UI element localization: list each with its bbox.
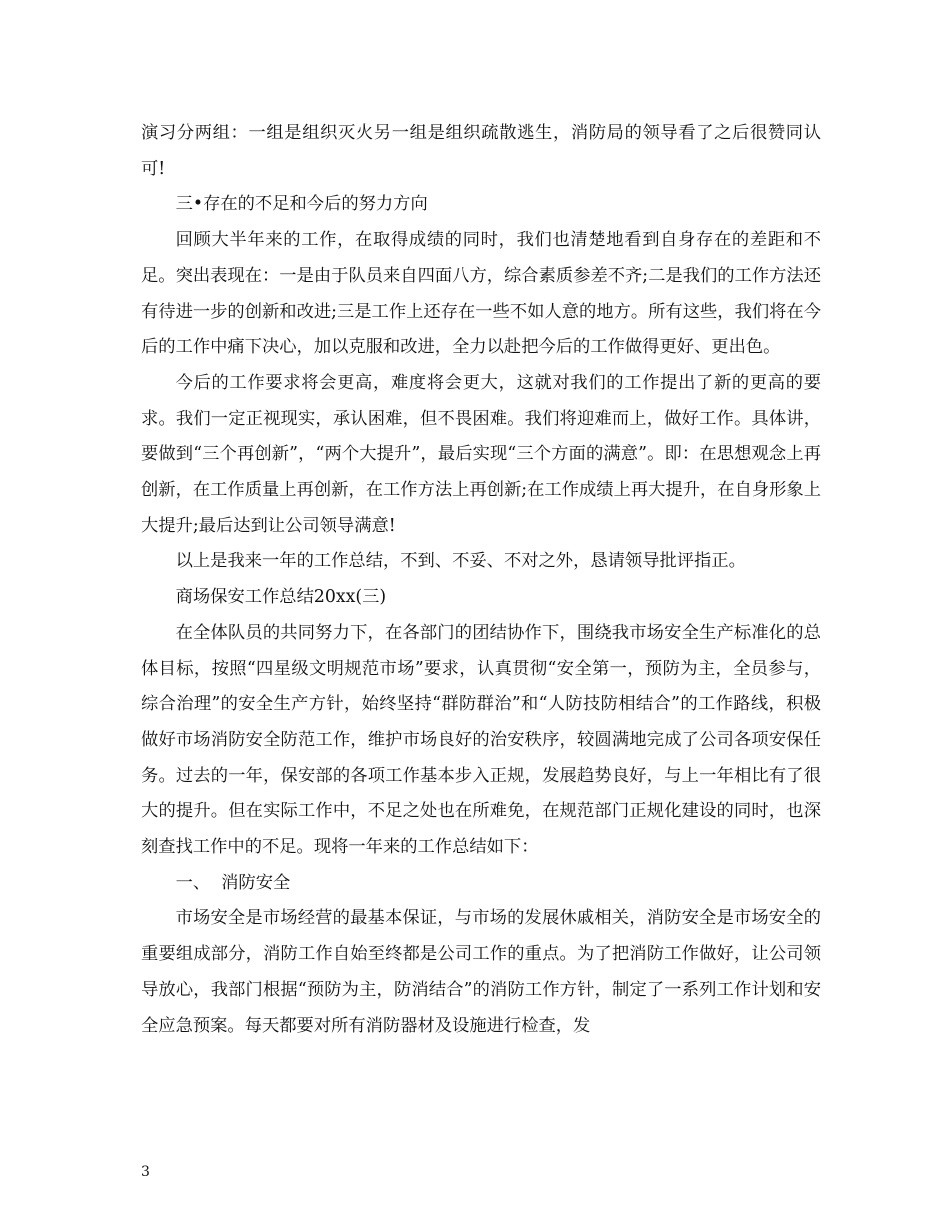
section-heading: 一、 消防安全 — [175, 872, 291, 893]
section-heading: 三•存在的不足和今后的努力方向 — [175, 194, 428, 215]
paragraph: 演习分两组：一组是组织灭火另一组是组织疏散逃生，消防局的领导看了之后很赞同认可! — [141, 123, 821, 179]
paragraph: 以上是我来一年的工作总结，不到、不妥、不对之外，恳请领导批评指正。 — [175, 551, 746, 572]
page-number: 3 — [141, 1164, 150, 1180]
paragraph: 市场安全是市场经营的最基本保证，与市场的发展休戚相关，消防安全是市场安全的重要组成部分，消防工作自始至终都是公司工作的重点。为了把消防工作做好，让公司领导放心，我部门根据“预防为主，防消结合”的消防工作方针，制定了一系列工作计划和安全应急预案。每天都要对所有消防器材及设施进行检查，发 — [141, 908, 821, 1036]
paragraph: 在全体队员的共同努力下，在各部门的团结协作下，围绕我市场安全生产标准化的总体目标，按照“四星级文明规范市场”要求，认真贯彻“安全第一，预防为主，全员参与，综合治理”的安全生产方针，始终坚持“群防群治”和“人防技防相结合”的工作路线，积极做好市场消防安全防范工作，维护市场良好的治安秩序，较圆满地完成了公司各项安保任务。过去的一年，保安部的各项工作基本步入正规，发展趋势良好，与上一年相比有了很大的提升。但在实际工作中，不足之处也在所难免，在规范部门正规化建设的同时，也深刻查找工作中的不足。现将一年来的工作总结如下： — [141, 622, 821, 858]
paragraph: 回顾大半年来的工作，在取得成绩的同时，我们也清楚地看到自身存在的差距和不足。突出表现在：一是由于队员来自四面八方，综合素质参差不齐;二是我们的工作方法还有待进一步的创新和改进;三是工作上还存在一些不如人意的地方。所有这些，我们将在今后的工作中痛下决心，加以克服和改进，全力以赴把今后的工作做得更好、更出色。 — [141, 230, 821, 358]
paragraph: 今后的工作要求将会更高，难度将会更大，这就对我们的工作提出了新的更高的要求。我们一定正视现实，承认困难，但不畏困难。我们将迎难而上，做好工作。具体讲，要做到“三个再创新”，“两个大提升”，最后实现“三个方面的满意”。即：在思想观念上再创新，在工作质量上再创新，在工作方法上再创新;在工作成绩上再大提升，在自身形象上大提升;最后达到让公司领导满意! — [141, 372, 821, 536]
document-body — [141, 116, 821, 1044]
document-subtitle: 商场保安工作总结20xx(三) — [175, 587, 387, 608]
